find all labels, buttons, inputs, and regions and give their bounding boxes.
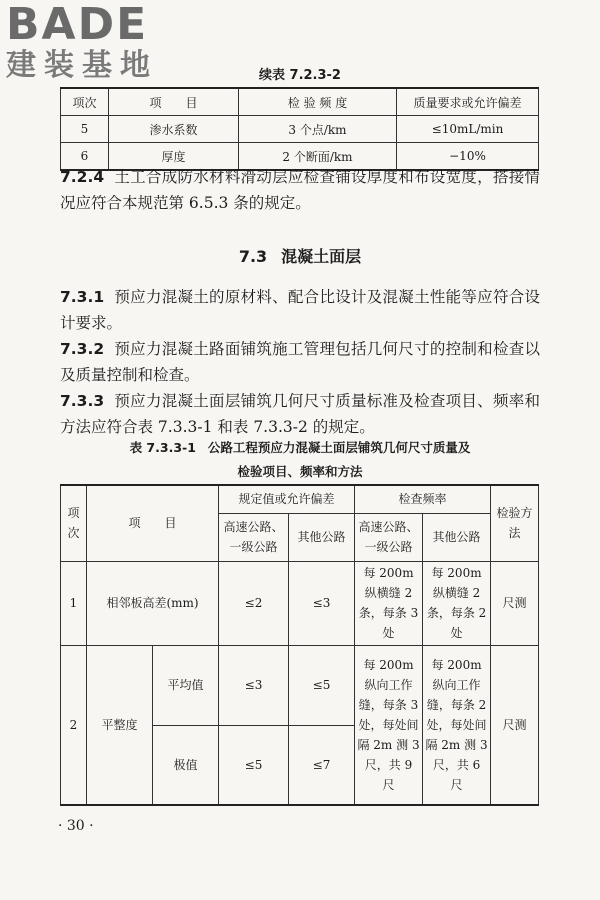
table-row	[61, 116, 539, 143]
header-cell-method: 检验方法	[491, 485, 539, 561]
clause-7-3-1	[60, 284, 540, 336]
section-heading	[0, 244, 600, 267]
table-cell: ≤3	[289, 561, 355, 645]
header-cell-item: 项 目	[87, 485, 219, 561]
clause-text: 预应力混凝土面层铺筑几何尺寸质量标准及检查项目、频率和方法应符合表 7.3.3-1 和表 7.3.3-2 的规定。	[60, 392, 540, 436]
header-cell-highway: 高速公路、一级公路	[355, 513, 423, 561]
section-title: 混凝土面层	[281, 247, 362, 266]
table-cell: 厚度	[109, 143, 239, 171]
table-cell: 渗水系数	[109, 116, 239, 143]
table-cell: 每 200m 纵向工作缝，每条 3 处，每处间隔 2m 测 3 尺，共 9 尺	[355, 645, 423, 805]
table1-caption: 续表 7.2.3-2	[259, 68, 341, 83]
header-cell: 检 验 频 度	[239, 88, 397, 116]
table-cell: ≤7	[289, 725, 355, 805]
table-header-row	[61, 485, 539, 513]
table2-caption	[60, 436, 540, 484]
table-row	[61, 561, 539, 645]
table-cell: 3 个点/km	[239, 116, 397, 143]
table-cell: 平整度	[87, 645, 153, 805]
table-cell: ≤5	[219, 725, 289, 805]
table-cell: −10%	[397, 143, 539, 171]
table-cell: 2	[61, 645, 87, 805]
table-cell: ≤10mL/min	[397, 116, 539, 143]
table-cell: 尺测	[491, 561, 539, 645]
clause-text: 预应力混凝土路面铺筑施工管理包括几何尺寸的控制和检查以及质量控制和检查。	[60, 340, 540, 384]
table-cell: 每 200m 纵横缝 2 条，每条 2 处	[423, 561, 491, 645]
table-cell: 1	[61, 561, 87, 645]
table2-caption-line2: 检验项目、频率和方法	[237, 464, 363, 479]
clause-number: 7.3.3	[60, 392, 105, 410]
logo-wordmark: BADE	[6, 0, 149, 50]
clause-number: 7.3.2	[60, 340, 105, 358]
table-header-row	[61, 88, 539, 116]
table-cell: 6	[61, 143, 109, 171]
table-row	[61, 645, 539, 725]
table2-number: 表 7.3.3-1	[129, 440, 196, 455]
clause-7-3-3	[60, 388, 540, 440]
header-cell-other: 其他公路	[423, 513, 491, 561]
clause-text: 土工合成防水材料滑动层应检查铺设厚度和布设宽度，搭接情况应符合本规范第 6.5.3 条的规定。	[60, 168, 540, 212]
table-cell: 每 200m 纵向工作缝，每条 2 处，每处间隔 2m 测 3 尺，共 6 尺	[423, 645, 491, 805]
table-cell: 每 200m 纵横缝 2 条，每条 3 处	[355, 561, 423, 645]
header-cell: 质量要求或允许偏差	[397, 88, 539, 116]
logo-chinese-name: 建装基地	[6, 48, 158, 83]
table-cell: 极值	[153, 725, 219, 805]
clause-7-2-4	[60, 164, 540, 216]
table-cell: ≤5	[289, 645, 355, 725]
table-cell: 尺测	[491, 645, 539, 805]
table-7-3-3-1	[60, 484, 539, 806]
header-cell: 项 目	[109, 88, 239, 116]
table-cell: ≤3	[219, 645, 289, 725]
table-cell: 相邻板高差(mm)	[87, 561, 219, 645]
page-number: · 30 ·	[58, 818, 94, 834]
section-number: 7.3	[238, 247, 268, 266]
header-cell-spec: 规定值或允许偏差	[219, 485, 355, 513]
header-cell-item-no: 项次	[61, 485, 87, 561]
header-cell-highway: 高速公路、一级公路	[219, 513, 289, 561]
table-cell: 平均值	[153, 645, 219, 725]
clause-text: 预应力混凝土的原材料、配合比设计及混凝土性能等应符合设计要求。	[60, 288, 540, 332]
clause-7-3-2	[60, 336, 540, 388]
table-cell: 2 个断面/km	[239, 143, 397, 171]
clause-number: 7.2.4	[60, 168, 105, 186]
header-cell: 项次	[61, 88, 109, 116]
table-continued-7-2-3-2	[60, 87, 539, 171]
table-cell: 5	[61, 116, 109, 143]
header-cell-frequency: 检查频率	[355, 485, 491, 513]
header-cell-other: 其他公路	[289, 513, 355, 561]
clause-number: 7.3.1	[60, 288, 105, 306]
table2-caption-line1: 表 7.3.3-1 公路工程预应力混凝土面层铺筑几何尺寸质量及	[129, 440, 471, 455]
table-cell: ≤2	[219, 561, 289, 645]
